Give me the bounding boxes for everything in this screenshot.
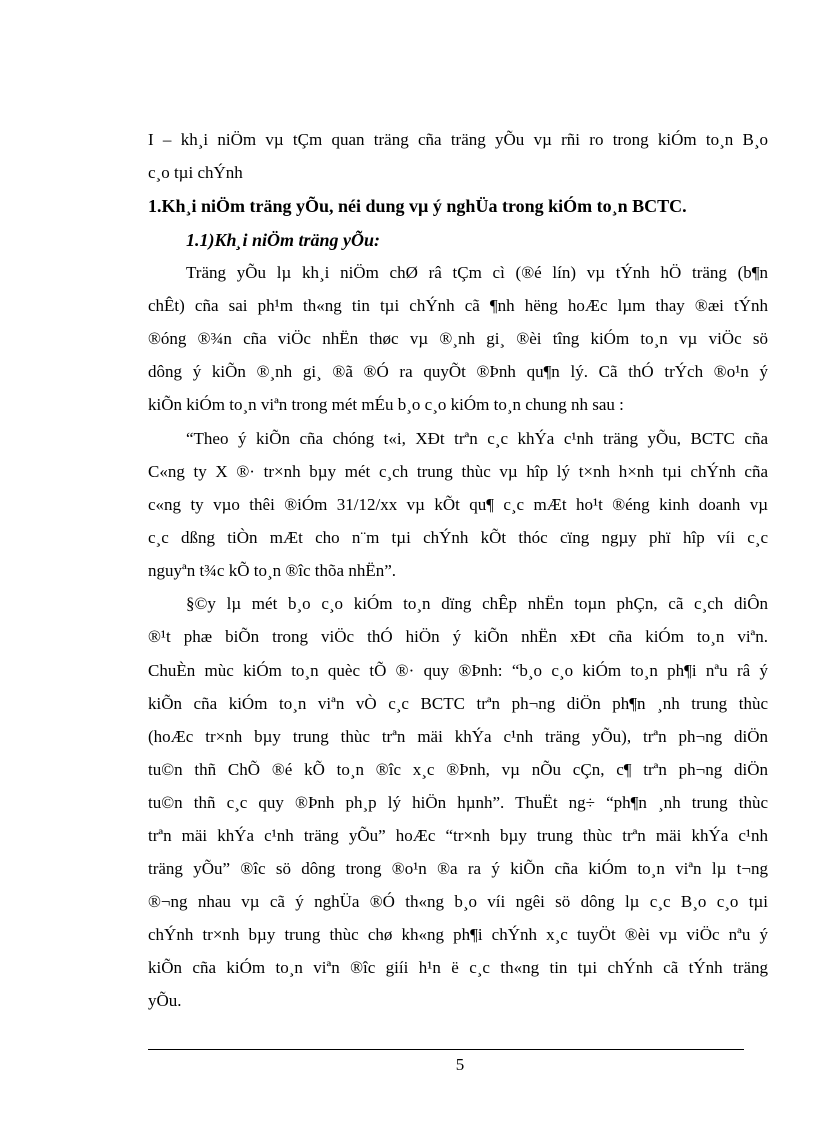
paragraph-line: tu©n thñ ChÕ ®é kÕ to¸n ®îc x¸c ®Þnh, vµ nÕu cÇn, c¶ trªn ph¬ng diÖn	[148, 760, 768, 779]
section-title-line-2: c¸o tµi chÝnh	[148, 163, 243, 182]
paragraph-line: “Theo ý kiÕn cña chóng t«i, XÐt trªn c¸c khÝa c¹nh träng yÕu, BCTC cña	[186, 429, 768, 448]
paragraph-line: tu©n thñ c¸c quy ®Þnh ph¸p lý hiÖn hµnh”. ThuËt ng÷ “ph¶n ¸nh trung thùc	[148, 793, 768, 812]
paragraph-line: ChuÈn mùc kiÓm to¸n quèc tÕ ®· quy ®Þnh: “b¸o c¸o kiÓm to¸n ph¶i nªu râ ý	[148, 661, 768, 680]
paragraph-line: C«ng ty X ®· tr×nh bµy mét c¸ch trung thùc vµ hîp lý t×nh h×nh tµi chÝnh cña	[148, 462, 768, 481]
section-title-line-1: I – kh¸i niÖm vµ tÇm quan träng cña träng yÕu vµ rñi ro trong kiÓm to¸n B¸o	[148, 130, 768, 149]
paragraph-line: chÝnh tr×nh bµy trung thùc chø kh«ng ph¶i chÝnh x¸c tuyÖt ®èi vµ viÖc nªu ý	[148, 925, 768, 944]
page-number: 5	[455, 1055, 465, 1074]
footer-divider	[148, 1049, 744, 1050]
paragraph-line: Träng yÕu lµ kh¸i niÖm chØ râ tÇm cì (®é lín) vµ tÝnh hÖ träng (b¶n	[186, 263, 768, 282]
paragraph-line: nguyªn t¾c kÕ to¸n ®îc thõa nhËn”.	[148, 561, 397, 580]
section-heading: 1.Kh¸i niÖm träng yÕu, néi dung vµ ý nghÜa trong kiÓm to¸n BCTC.	[148, 196, 687, 216]
paragraph-line: kiÕn kiÓm to¸n viªn trong mét mÉu b¸o c¸o kiÓm to¸n chung nh sau :	[148, 395, 624, 414]
paragraph-line: c«ng ty vµo thêi ®iÓm 31/12/xx vµ kÕt qu¶ c¸c mÆt ho¹t ®éng kinh doanh vµ	[148, 495, 768, 514]
subsection-heading: 1.1)Kh¸i niÖm träng yÕu:	[186, 230, 381, 250]
paragraph-line: kiÕn cña kiÓm to¸n viªn ®îc giíi h¹n ë c¸c th«ng tin tµi chÝnh cã tÝnh träng	[148, 958, 768, 977]
paragraph-line: ®¹t phæ biÕn trong viÖc thÓ hiÖn ý kiÕn nhËn xÐt cña kiÓm to¸n viªn.	[148, 627, 768, 646]
paragraph-line: ®óng ®¾n cña viÖc nhËn thøc vµ ®¸nh gi¸ ®èi tîng kiÓm to¸n vµ viÖc sö	[148, 329, 768, 348]
paragraph-line: dông ý kiÕn ®¸nh gi¸ ®ã ®Ó ra quyÕt ®Þnh qu¶n lý. Cã thÓ trÝch ®o¹n ý	[148, 362, 768, 381]
paragraph-line: kiÕn cña kiÓm to¸n viªn vÒ c¸c BCTC trªn ph¬ng diÖn ph¶n ¸nh trung thùc	[148, 694, 768, 713]
paragraph-line: trªn mäi khÝa c¹nh träng yÕu” hoÆc “tr×nh bµy trung thùc trªn mäi khÝa c¹nh	[148, 826, 768, 845]
paragraph-line: träng yÕu” ®îc sö dông trong ®o¹n ®a ra ý kiÕn cña kiÓm to¸n viªn lµ t¬ng	[148, 859, 768, 878]
paragraph-line: ®¬ng nhau vµ cã ý nghÜa ®Ó th«ng b¸o víi ngêi sö dông lµ c¸c B¸o c¸o tµi	[148, 892, 768, 911]
paragraph-line: c¸c dßng tiÒn mÆt cho n¨m tµi chÝnh kÕt thóc cïng ngµy phï hîp víi c¸c	[148, 528, 768, 547]
paragraph-line: §©y lµ mét b¸o c¸o kiÓm to¸n dïng chÊp nhËn toµn phÇn, cã c¸ch diÔn	[186, 594, 768, 613]
paragraph-line: chÊt) cña sai ph¹m th«ng tin tµi chÝnh cã ¶nh hëng hoÆc lµm thay ®æi tÝnh	[148, 296, 768, 315]
paragraph-line: yÕu.	[148, 991, 182, 1010]
paragraph-line: (hoÆc tr×nh bµy trung thùc trªn mäi khÝa c¹nh träng yÕu), trªn ph¬ng diÖn	[148, 727, 768, 746]
